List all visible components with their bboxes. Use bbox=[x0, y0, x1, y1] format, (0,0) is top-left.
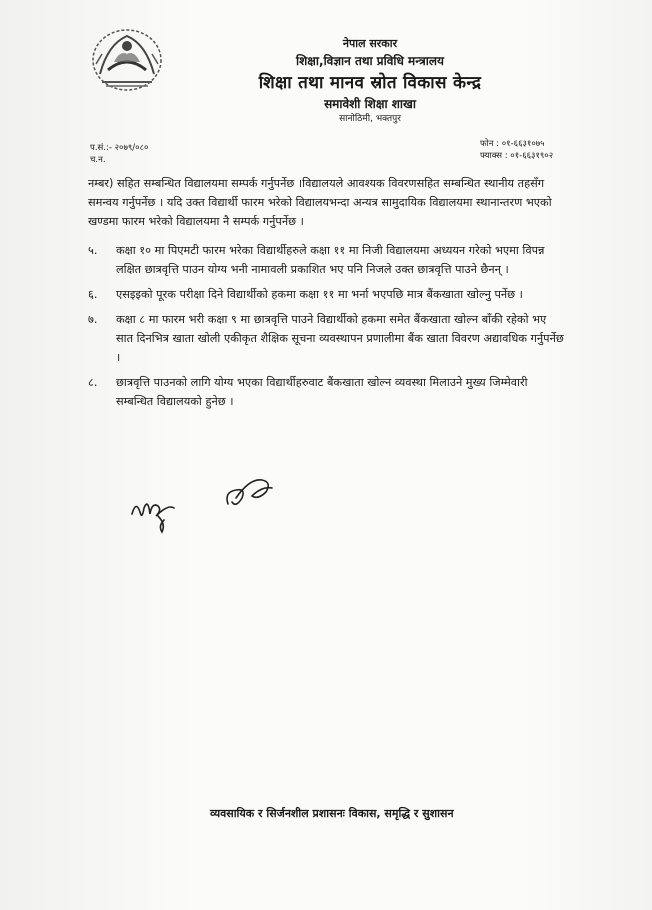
item-text: कक्षा १० मा पिएमटी फारम भरेका विद्यार्थीहरुले कक्षा ११ मा निजी विद्यालयमा अध्ययन गरेको भएमा विपन्न लक्षित छात्रवृत्ति पाउन योग्य भनी नामावली प्रकाशित भए पनि निजले उक्त छात्रवृत्ति पाउने छैनन् । bbox=[116, 244, 545, 276]
office-address: सानोठिमी, भक्तपुर bbox=[339, 114, 401, 124]
item-number: ६. bbox=[88, 288, 98, 301]
reference-block bbox=[90, 142, 148, 166]
letter-body bbox=[88, 174, 566, 411]
item-text: एसइइको पूरक परीक्षा दिने विद्यार्थीको हकमा कक्षा ११ मा भर्ना भएपछि मात्र बैंकखाता खोल्नु पर्नेछ । bbox=[116, 288, 523, 301]
list-item bbox=[88, 241, 566, 279]
item-text: छात्रवृत्ति पाउनको लागि योग्य भएका विद्यार्थीहरुवाट बैंकखाता खोल्न व्यवस्था मिलाउने मुख्य जिम्मेवारी सम्बन्धित विद्यालयको हुनेछ । bbox=[116, 376, 528, 408]
item-number: ८. bbox=[88, 376, 98, 389]
contact-block bbox=[480, 138, 553, 162]
government-name: नेपाल सरकार bbox=[342, 37, 398, 50]
section-name: समावेशी शिक्षा शाखा bbox=[324, 97, 416, 111]
list-item bbox=[88, 373, 566, 411]
handwritten-signature-1 bbox=[128, 490, 182, 534]
item-number: ५. bbox=[88, 244, 98, 257]
dispatch-number: च.न. bbox=[90, 155, 106, 165]
item-text: कक्षा ८ मा फारम भरी कक्षा ९ मा छात्रवृत्ति पाउने विद्यार्थीको हकमा समेत बैंकखाता खोल्न बाँकी रहेको भए सात दिनभित्र खाता खोली एकीकृत शैक्षिक सूचना व्यवस्थापन प्रणालीमा बैंक खाता विवरण अद्यावधिक गर्नुपर्नेछ । bbox=[116, 313, 564, 364]
intro-paragraph: नम्बर) सहित सम्बन्धित विद्यालयमा सम्पर्क गर्नुपर्नेछ ।विद्यालयले आवश्यक विवरणसहित सम्बन्धित स्थानीय तहसँग समन्वय गर्नुपर्नेछ । यदि उक्त विद्यार्थी फारम भरेको विद्यालयभन्दा अन्यत्र सामुदायिक विद्यालयमा स्थानान्तरण भएको खण्डमा फारम भरेको विद्यालयमा नै सम्पर्क गर्नुपर्नेछ । bbox=[88, 177, 552, 228]
reference-number: प.सं.:- २०७९/०८० bbox=[90, 143, 149, 153]
phone-number: फोन : ०१-६६३१०७५ bbox=[480, 139, 545, 149]
list-item bbox=[88, 310, 566, 367]
handwritten-signature-2 bbox=[222, 468, 276, 514]
letterhead bbox=[170, 36, 570, 126]
item-number: ७. bbox=[88, 313, 98, 326]
list-item bbox=[88, 285, 566, 304]
fax-number: फ्याक्स : ०१-६६३१९०२ bbox=[480, 151, 554, 161]
government-emblem-icon bbox=[88, 24, 166, 94]
ministry-name: शिक्षा,विज्ञान तथा प्रविधि मन्त्रालय bbox=[296, 54, 444, 68]
footer-slogan: व्यवसायिक र सिर्जनशील प्रशासनः विकास, समृद्धि र सुशासन bbox=[210, 807, 454, 820]
office-name: शिक्षा तथा मानव स्रोत विकास केन्द्र bbox=[258, 73, 482, 93]
